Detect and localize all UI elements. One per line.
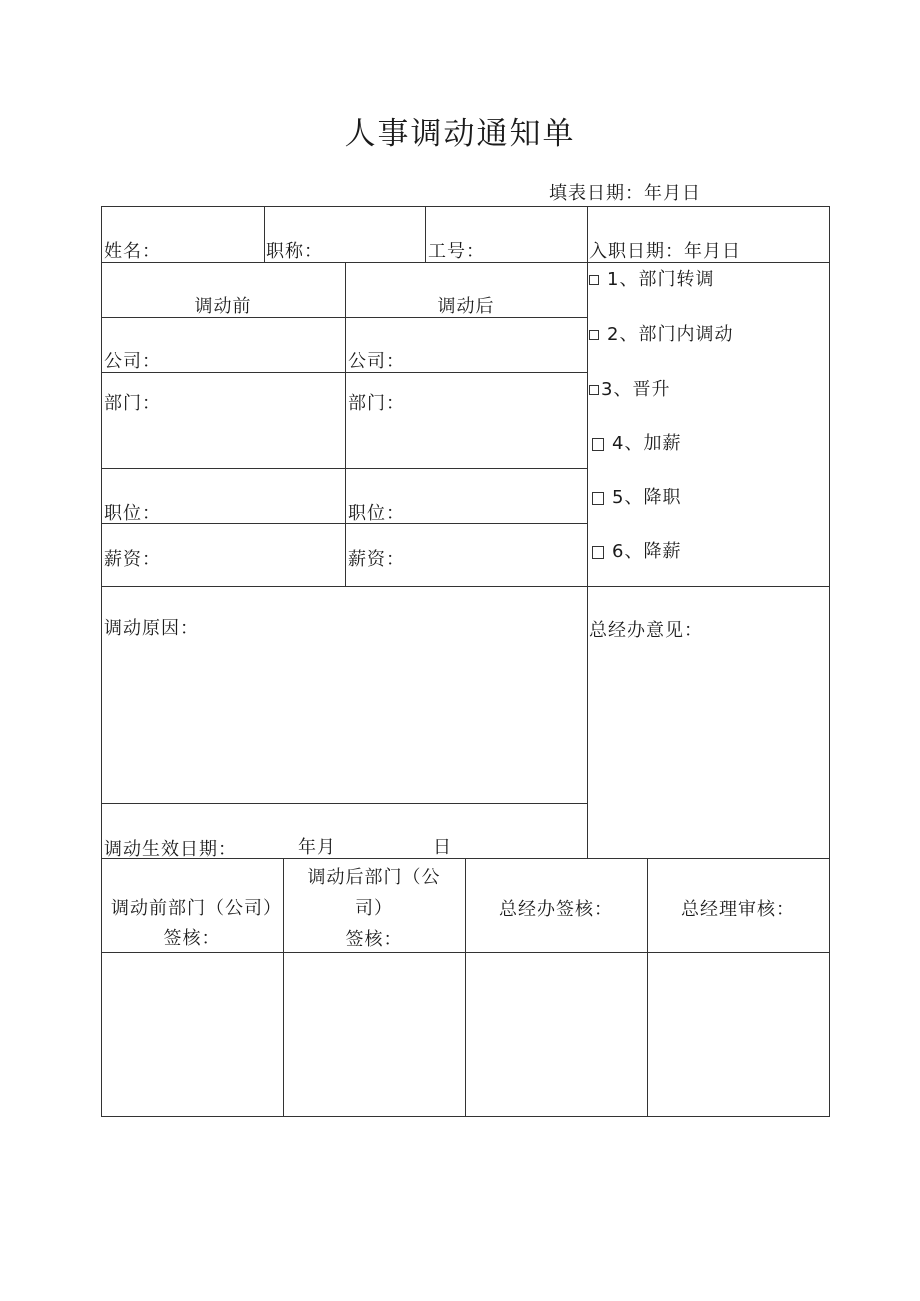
before-header: 调动前 bbox=[194, 296, 252, 317]
gm-office-opinion-field[interactable]: 总经办意见： bbox=[589, 620, 703, 641]
table-border-right bbox=[829, 206, 830, 1117]
after-dept-signoff-label: 调动后部门（公 司） 签核： bbox=[307, 867, 441, 950]
effective-date-label: 调动生效日期： bbox=[104, 839, 237, 860]
transfer-type-option[interactable]: 6、降薪 bbox=[592, 537, 681, 563]
gm-review-label: 总经理审核： bbox=[681, 899, 795, 920]
transfer-type-option[interactable]: 5、降职 bbox=[592, 483, 681, 509]
reason-field[interactable]: 调动原因： bbox=[104, 618, 199, 639]
gm-office-signature-box[interactable] bbox=[466, 953, 647, 1116]
table-border-top bbox=[101, 206, 830, 207]
position-bottom bbox=[101, 523, 587, 524]
table-border-bottom bbox=[101, 1116, 830, 1117]
reason-bottom bbox=[101, 803, 587, 804]
before-company-field[interactable]: 公司： bbox=[104, 351, 161, 372]
gm-signature-box[interactable] bbox=[648, 953, 829, 1116]
main-divider bbox=[587, 206, 588, 858]
checkbox-icon[interactable] bbox=[592, 492, 604, 505]
after-salary-field[interactable]: 薪资： bbox=[348, 549, 405, 570]
checkbox-icon[interactable] bbox=[589, 330, 599, 340]
row1-divider-2 bbox=[425, 206, 426, 262]
before-salary-field[interactable]: 薪资： bbox=[104, 549, 161, 570]
employee-no-field[interactable]: 工号： bbox=[428, 241, 485, 262]
before-dept-signoff-label: 调动前部门（公司）签核： bbox=[111, 898, 273, 949]
transfer-type-option[interactable]: 4、加薪 bbox=[592, 429, 681, 455]
after-dept-signature-box[interactable] bbox=[284, 953, 465, 1116]
checkbox-icon[interactable] bbox=[592, 546, 604, 559]
row1-divider-1 bbox=[264, 206, 265, 262]
checkbox-icon[interactable] bbox=[589, 275, 599, 285]
department-bottom bbox=[101, 468, 587, 469]
checkbox-icon[interactable] bbox=[589, 385, 599, 395]
transfer-type-option[interactable]: 2、部门内调动 bbox=[589, 320, 733, 346]
fill-date: 填表日期：年月日 bbox=[549, 183, 701, 204]
company-bottom bbox=[101, 372, 587, 373]
effective-day[interactable]: 日 bbox=[433, 837, 452, 858]
before-dept-signature-box[interactable] bbox=[102, 953, 283, 1116]
checkbox-icon[interactable] bbox=[592, 438, 604, 451]
name-field[interactable]: 姓名： bbox=[104, 241, 161, 262]
gm-office-signoff-label: 总经办签核： bbox=[499, 899, 613, 920]
before-department-field[interactable]: 部门： bbox=[104, 393, 161, 414]
effective-year-month[interactable]: 年月 bbox=[298, 837, 336, 858]
after-position-field[interactable]: 职位： bbox=[348, 503, 405, 524]
after-header: 调动后 bbox=[437, 296, 495, 317]
after-department-field[interactable]: 部门： bbox=[348, 393, 405, 414]
title-field[interactable]: 职称： bbox=[266, 241, 323, 262]
after-company-field[interactable]: 公司： bbox=[348, 351, 405, 372]
transfer-type-option[interactable]: 1、部门转调 bbox=[589, 265, 714, 291]
before-position-field[interactable]: 职位： bbox=[104, 503, 161, 524]
salary-bottom bbox=[101, 586, 830, 587]
hire-date-field[interactable]: 入职日期：年月日 bbox=[589, 241, 741, 262]
form-title: 人事调动通知单 bbox=[344, 116, 576, 152]
transfer-type-option[interactable]: 3、晋升 bbox=[589, 375, 670, 401]
